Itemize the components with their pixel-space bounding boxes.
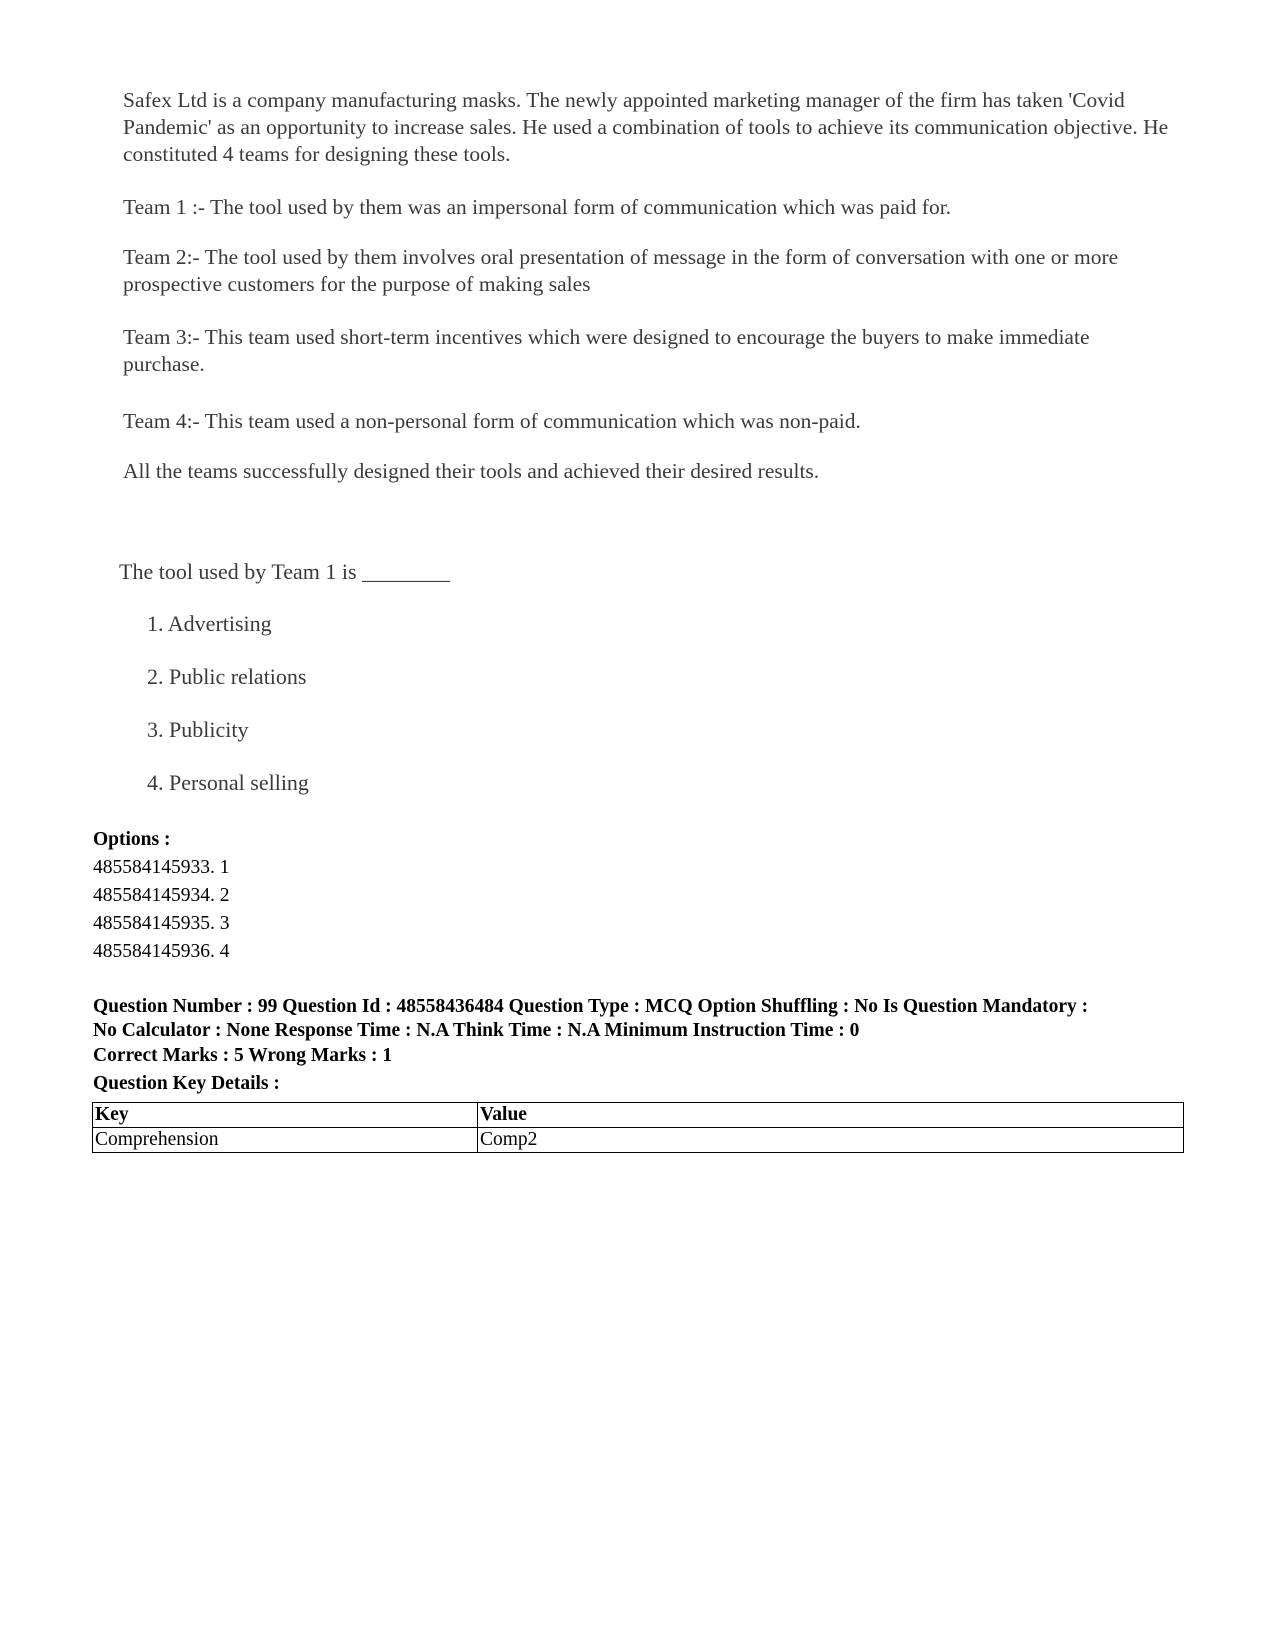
choice-item: 3. Publicity [147,717,249,742]
question-stem: The tool used by Team 1 is ________ [119,559,451,584]
table-row [93,1128,1184,1153]
question-scan-image [0,0,1275,820]
key-details-label: Question Key Details : [93,1073,280,1094]
option-id-line: 485584145936. 4 [93,941,230,962]
table-header-value: Value [478,1103,1184,1128]
table-header-key: Key [93,1103,478,1128]
choice-item: 2. Public relations [147,664,307,689]
marks-line: Correct Marks : 5 Wrong Marks : 1 [93,1045,393,1066]
passage-paragraph-team3: Team 3:- This team used short-term incentives which were designed to encourage the buyers to make immediate purchase. [123,325,1090,376]
passage-paragraph-team2: Team 2:- The tool used by them involves oral presentation of message in the form of conversation with one or more prospective customers for the purpose of making sales [123,245,1119,296]
passage-paragraph-team4: Team 4:- This team used a non-personal form of communication which was non-paid. [123,409,861,433]
option-id-line: 485584145934. 2 [93,885,230,906]
table-cell: Comprehension [93,1128,478,1153]
table-cell: Comp2 [478,1128,1184,1153]
option-id-line: 485584145935. 3 [93,913,230,934]
question-metadata [93,995,1193,1043]
table-header-row [93,1103,1184,1128]
choice-item: 1. Advertising [147,611,272,636]
question-metadata-line: Question Number : 99 Question Id : 48558436484 Question Type : MCQ Option Shuffling : No Is Question Mandatory : [93,996,1089,1017]
passage-paragraph-conclusion: All the teams successfully designed their tools and achieved their desired results. [123,459,820,483]
passage-paragraph-team1: Team 1 :- The tool used by them was an impersonal form of communication which was paid for. [123,195,952,219]
question-metadata-line: No Calculator : None Response Time : N.A Think Time : N.A Minimum Instruction Time : 0 [93,1020,860,1041]
option-id-line: 485584145933. 1 [93,857,230,878]
passage-paragraph-intro: Safex Ltd is a company manufacturing masks. The newly appointed marketing manager of the firm has taken 'Covid Pandemic' as an opportunity to increase sales. He used a combination of tools to achieve its communication objective. He constituted 4 teams for designing these tools. [123,88,1169,166]
key-details-table [92,1102,1184,1153]
choice-item: 4. Personal selling [147,770,309,795]
options-label: Options : [93,829,171,850]
